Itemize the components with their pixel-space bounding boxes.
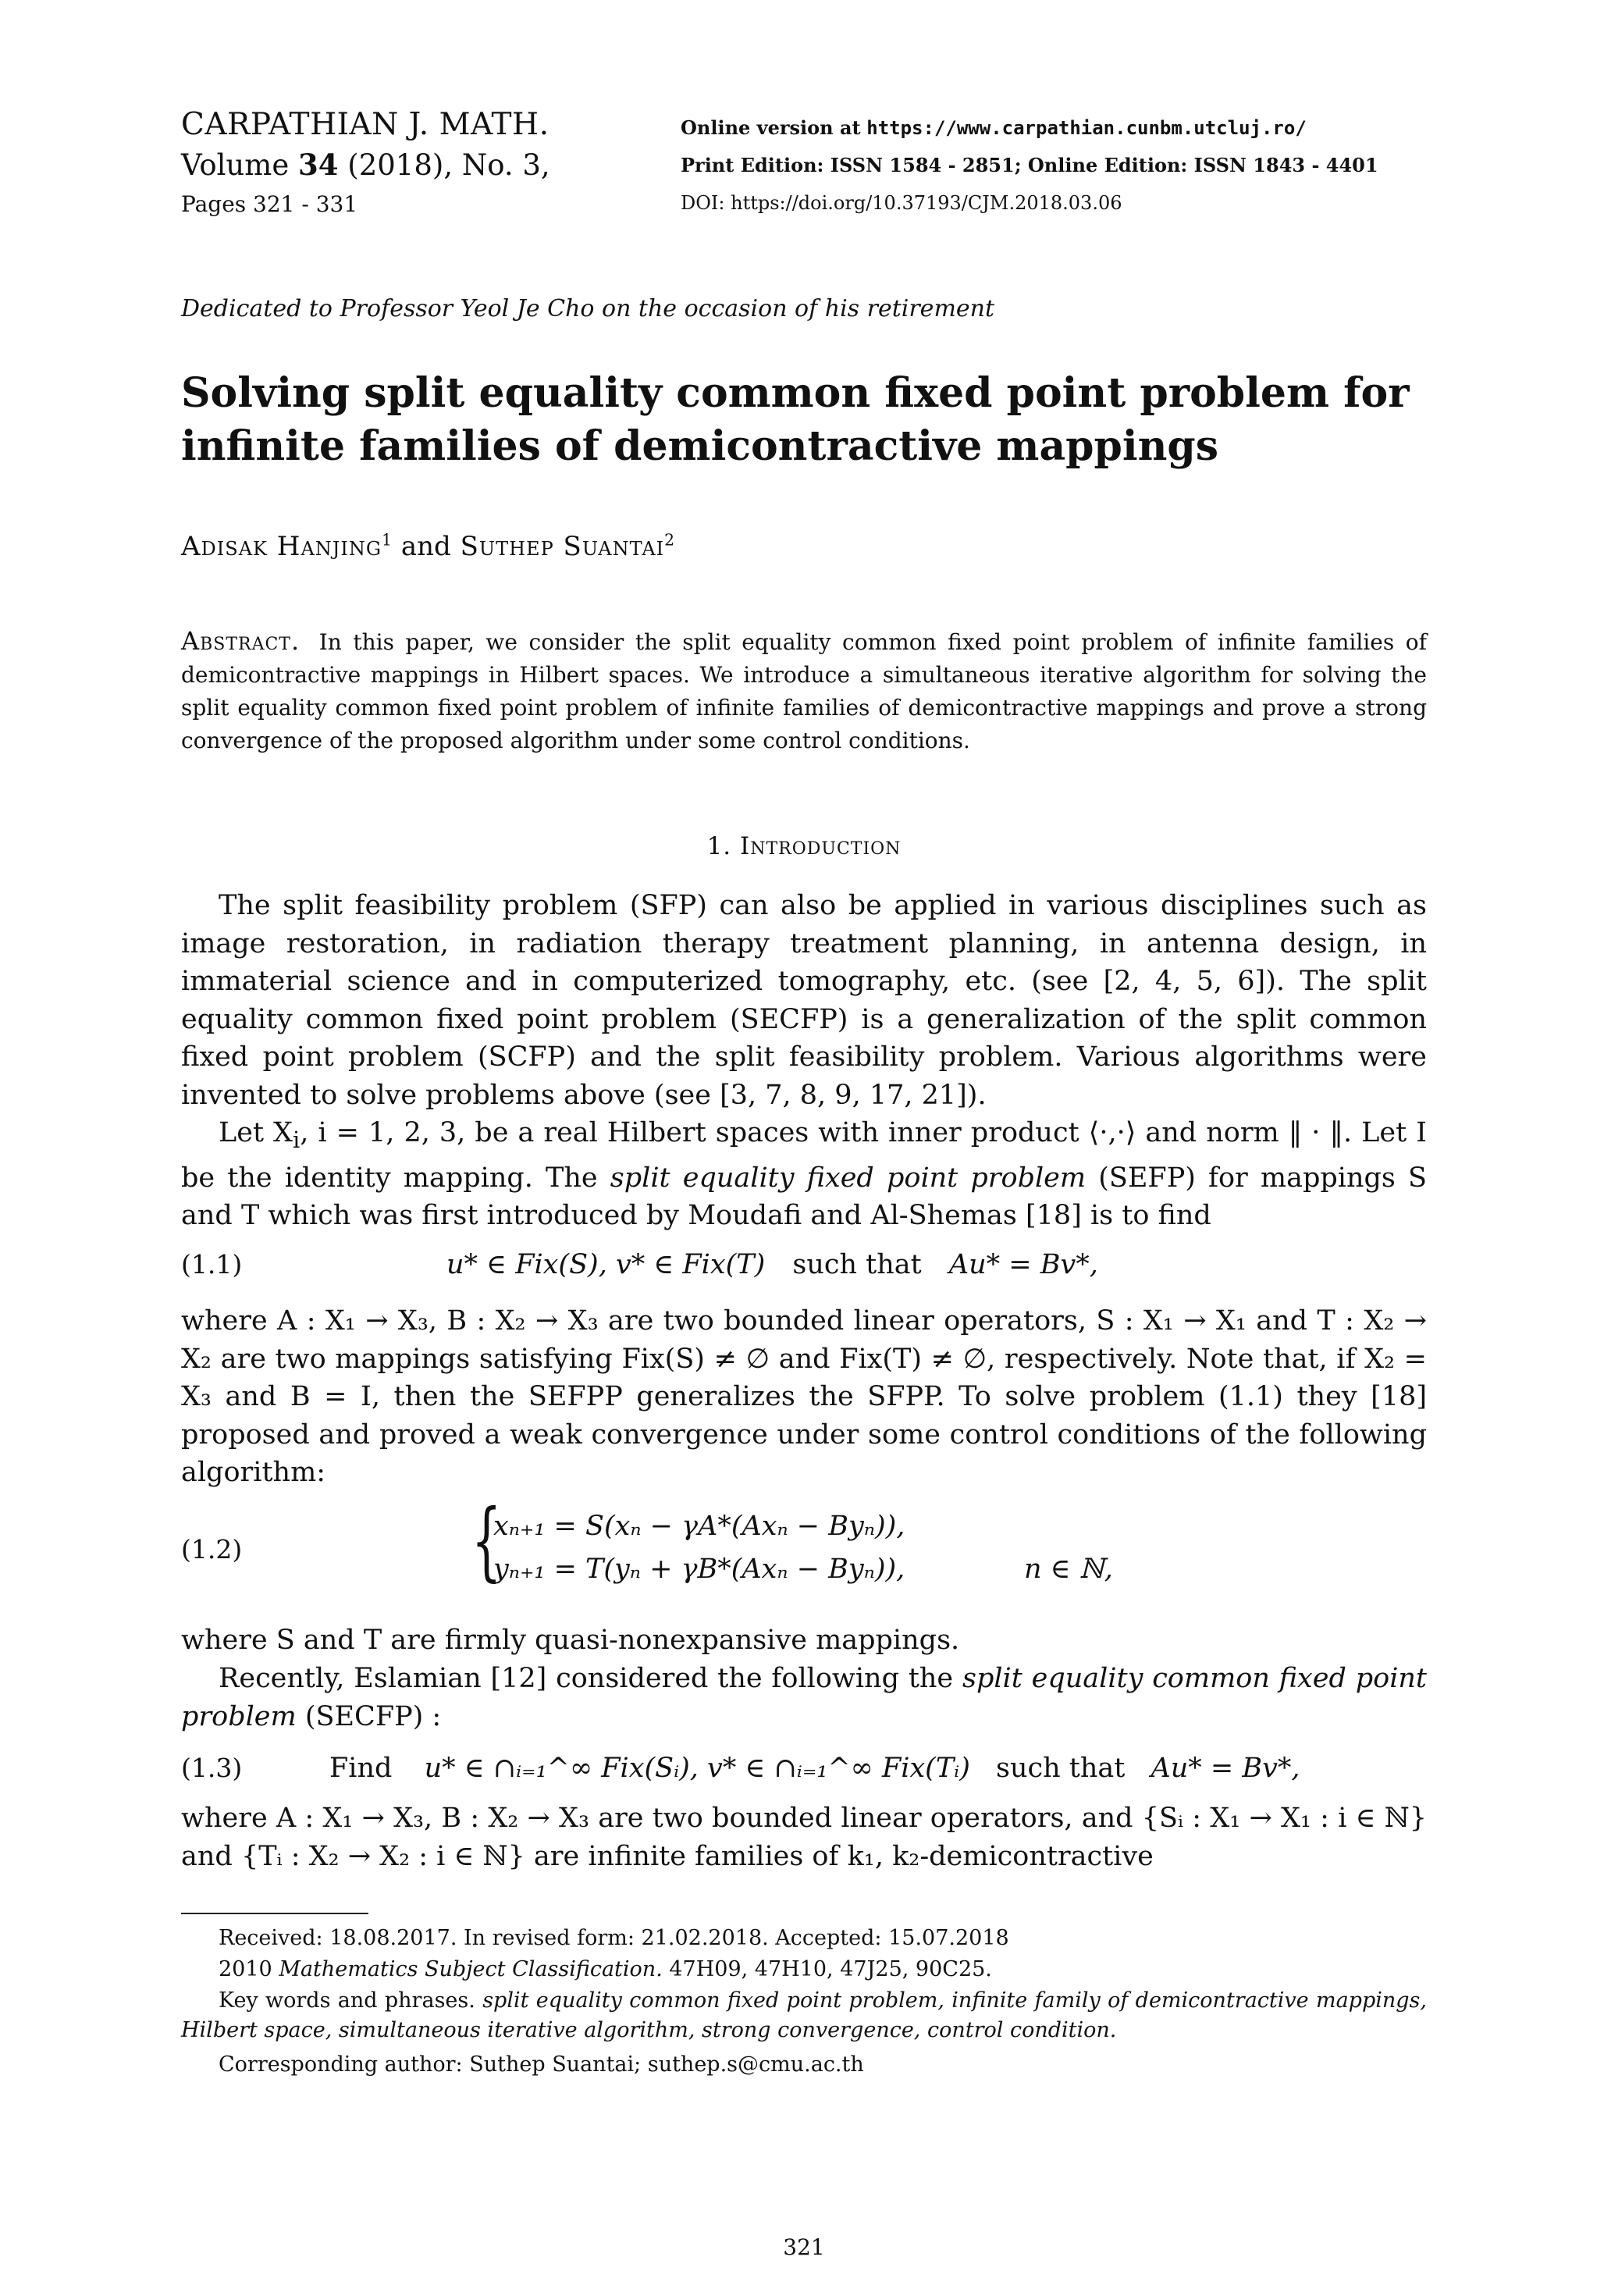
- equation-1-3-number: (1.3): [181, 1753, 243, 1783]
- p2-subscript: i: [292, 1127, 301, 1153]
- footnote-received: Received: 18.08.2017. In revised form: 21.02.2018. Accepted: 15.07.2018: [219, 1926, 1009, 1950]
- author-list: [181, 531, 674, 562]
- section-heading: 1. Introduction: [706, 832, 902, 860]
- eq3-left: u* ∈ ∩ᵢ₌₁^∞ Fix(Sᵢ), v* ∈ ∩ᵢ₌₁^∞ Fix(Tᵢ): [424, 1753, 970, 1784]
- equation-1-1: [446, 1249, 1422, 1280]
- eq3-find: Find: [329, 1753, 393, 1784]
- keywords-label: Key words and phrases.: [219, 1988, 475, 2013]
- journal-masthead: [181, 105, 696, 224]
- title-line-1: Solving split equality common fixed point problem for: [181, 369, 1410, 417]
- author-2: Suthep Suantai: [460, 531, 665, 562]
- paragraph-3: where A : X₁ → X₃, B : X₂ → X₃ are two bounded linear operators, S : X₁ → X₁ and T : X₂ → X₂ are two mappings satisfying Fix(S) ≠ ∅ and Fix(T) ≠ ∅, respectively. Note that, if X₂ = X₃ and B = I, then the SEFPP generalizes the SFPP. To solve problem (1.1) they [18] proposed and proved a weak convergence under some control conditions of the following algorithm:: [181, 1305, 1427, 1488]
- author-2-affiliation: 2: [664, 530, 675, 550]
- volume-info: [181, 145, 696, 185]
- footnote-keywords: [181, 1986, 1427, 2045]
- msc-codes: 47H09, 47H10, 47J25, 90C25.: [669, 1957, 992, 1981]
- online-version: [681, 109, 1430, 147]
- p2-part-c: , i = 1, 2, 3, be a real Hilbert spaces with inner product ⟨·,·⟩ and norm ‖ · ‖. Let I be the identity mapping. The: [181, 1117, 1427, 1194]
- eq3-such-that: such that: [996, 1753, 1126, 1784]
- author-1: Adisak Hanjing: [181, 531, 382, 562]
- p2-part-a: Let X: [219, 1117, 293, 1148]
- msc-label: Mathematics Subject Classification.: [279, 1957, 663, 1981]
- p5-part-a: Recently, Eslamian [12] considered the following the: [219, 1663, 954, 1694]
- online-prefix: Online version at: [681, 116, 861, 139]
- equation-1-2-line-2: [493, 1554, 1196, 1585]
- p5-italic-term: split equality common fixed point problem: [181, 1663, 1427, 1732]
- equation-1-2-number: (1.2): [181, 1534, 243, 1564]
- online-url[interactable]: https://www.carpathian.cunbm.utcluj.ro/: [866, 117, 1307, 139]
- footnote-rule: [181, 1913, 368, 1914]
- eq2-line-1: xₙ₊₁ = S(xₙ − γA*(Axₙ − Byₙ)),: [493, 1511, 905, 1542]
- p5-part-b: (SECFP) :: [304, 1700, 442, 1732]
- footnote-msc: [181, 1955, 1427, 1985]
- abstract: [181, 625, 1427, 757]
- paragraph-5: [181, 1660, 1427, 1735]
- doi-line[interactable]: DOI: https://doi.org/10.37193/CJM.2018.03.06: [681, 192, 1122, 214]
- keywords-list: split equality common fixed point problem, infinite family of demicontractive mappings, Hilbert space, simultaneous iterative algorithm, strong convergence, control condition.: [181, 1988, 1427, 2042]
- page-number: 321: [783, 2234, 825, 2260]
- eq1-such-that: such that: [792, 1249, 922, 1280]
- title-line-2: infinite families of demicontractive mappings: [181, 422, 1219, 470]
- author-1-affiliation: 1: [382, 530, 393, 550]
- paragraph-2: [181, 1114, 1427, 1235]
- paragraph-1: The split feasibility problem (SFP) can also be applied in various disciplines such as image restoration, in radiation therapy treatment planning, in antenna design, in immaterial science and in computerized tomography, etc. (see [2, 4, 5, 6]). The split equality common fixed point problem (SECFP) is a generalization of the split common fixed point problem (SCFP) and the split feasibility problem. Various algorithms were invented to solve problems above (see [3, 7, 8, 9, 17, 21]).: [181, 890, 1427, 1111]
- paragraph-6: where A : X₁ → X₃, B : X₂ → X₃ are two bounded linear operators, and {Sᵢ : X₁ → X₁ : i ∈ ℕ} and {Tᵢ : X₂ → X₂ : i ∈ ℕ} are infinite families of k₁, k₂-demicontractive: [181, 1803, 1427, 1872]
- eq3-right: Au* = Bv*,: [1151, 1753, 1300, 1784]
- abstract-text: In this paper, we consider the split equality common fixed point problem of infinite families of demicontractive mappings in Hilbert spaces. We introduce a simultaneous iterative algorithm for solving the split equality common fixed point problem of infinite families of demicontractive mappings and prove a strong convergence of the proposed algorithm under some control conditions.: [181, 629, 1427, 753]
- page-range: Pages 321 - 331: [181, 191, 358, 217]
- eq2-line-2: yₙ₊₁ = T(yₙ + γB*(Axₙ − Byₙ)),: [493, 1554, 905, 1585]
- left-brace: {: [471, 1490, 502, 1590]
- paper-page: [181, 0, 1427, 2296]
- eq2-condition: n ∈ ℕ,: [1024, 1554, 1113, 1585]
- author-conjunction: and: [400, 531, 451, 562]
- volume-prefix: Volume: [181, 148, 290, 182]
- eq1-left: u* ∈ Fix(S), v* ∈ Fix(T): [446, 1249, 766, 1280]
- abstract-label: Abstract.: [181, 626, 301, 656]
- footnote-corresponding-author: Corresponding author: Suthep Suantai; suthep.s@cmu.ac.th: [219, 2052, 864, 2077]
- dedication: Dedicated to Professor Yeol Je Cho on the occasion of his retirement: [181, 295, 995, 322]
- equation-1-3: [329, 1753, 1422, 1784]
- publication-info: [681, 109, 1430, 222]
- journal-name: CARPATHIAN J. MATH.: [181, 107, 549, 142]
- p2-italic-term: split equality fixed point problem: [610, 1162, 1087, 1194]
- volume-suffix: (2018), No. 3,: [347, 148, 550, 182]
- eq1-right: Au* = Bv*,: [948, 1249, 1098, 1280]
- equation-1-2-line-1: [493, 1511, 1196, 1542]
- paper-title: [181, 367, 1427, 473]
- msc-year: 2010: [219, 1957, 272, 1981]
- volume-number: 34: [298, 148, 339, 182]
- issn-line: Print Edition: ISSN 1584 - 2851; Online Edition: ISSN 1843 - 4401: [681, 154, 1378, 176]
- p2-part-d: (SEFP) for mappings S and T which was first introduced by Moudafi and Al-Shemas [18] is to find: [181, 1162, 1427, 1231]
- equation-1-1-number: (1.1): [181, 1249, 243, 1280]
- paragraph-4: where S and T are firmly quasi-nonexpansive mappings.: [181, 1625, 960, 1656]
